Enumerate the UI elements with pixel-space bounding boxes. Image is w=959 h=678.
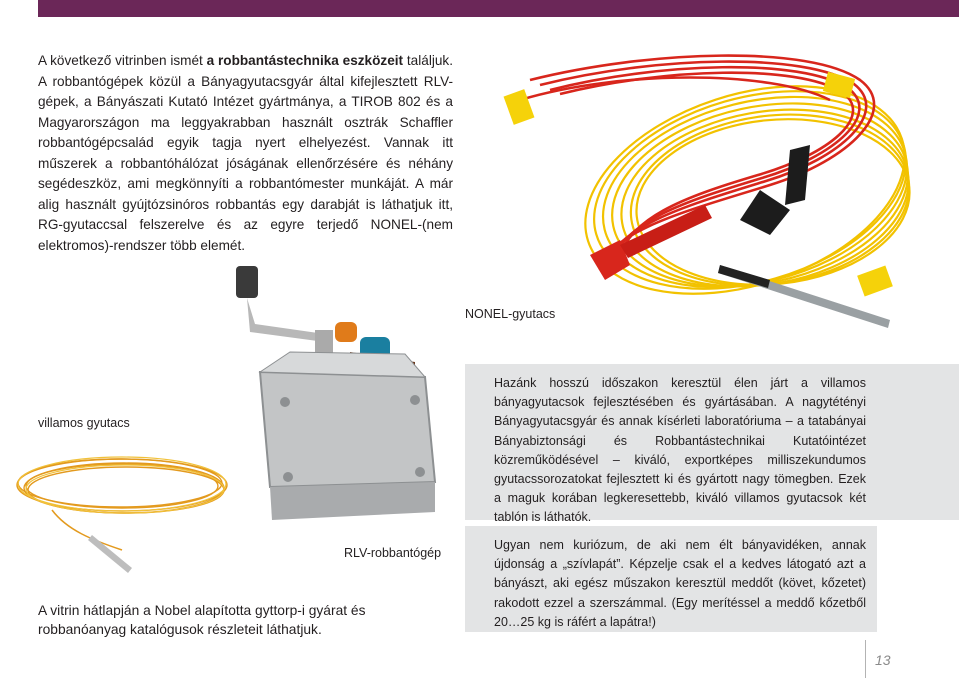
header-bar [38, 0, 959, 17]
rlv-machine-photo [230, 262, 460, 542]
page-number: 13 [875, 652, 891, 668]
electric-detonator-photo [12, 440, 232, 580]
caption-nonel: NONEL-gyutacs [465, 307, 556, 321]
page-number-divider [865, 640, 866, 678]
nonel-detonator-photo [470, 40, 930, 350]
machine-body [260, 372, 435, 487]
bottom-paragraph: A vitrin hátlapján a Nobel alapította gyttorp-i gyárat és robbanóanyag katalógusok részleteit láthatjuk. [38, 603, 366, 637]
caption-rlv: RLV-robbantógép [344, 546, 442, 560]
black-clip [740, 190, 790, 235]
tag-label [504, 89, 535, 125]
crank-handle [236, 266, 258, 298]
info-box-shovel-text: Ugyan nem kuriózum, de aki nem élt bányavidéken, annak újdonság a „szívlapát”. Képzelje csak el a kedves látogató azt a bányászt, aki egész műszakon keresztül meddőt (követ, kőzetet) rakodott ezzel a szerszámmal. (Egy merítéssel a meddő kőzetből 20…25 kg is ráfért a lapátra!) [494, 538, 866, 629]
intro-bold: a robbantástechnika eszközeit [206, 53, 404, 68]
info-box-detonators-text: Hazánk hosszú időszakon keresztül élen járt a villamos bányagyutacsok fejlesztésében és gyártásában. A nagytétényi Bányagyutacsgyár és annak kísérleti laboratóriuma – a tatabányai Bányabiztonsági és Robbantástechnikai Kutatóintézet közreműködésével – kiváló, exportképes milliszekundumos gyutacssorozatokat fejlesztett ki és gyártott nagy tömegben. Ezek a maguk korában legkeresettebb, kiváló villamos gyutacsok két tablón is láthatók. [494, 376, 866, 525]
detonator-tube [88, 535, 132, 573]
orange-knob [335, 322, 357, 342]
caption-villamos: villamos gyutacs [38, 416, 130, 430]
orange-wire-coil [17, 459, 227, 513]
intro-paragraph: A következő vitrinben ismét a robbantástechnika eszközeit találjuk. A robbantógépek közül a Bányagyutacsgyár által kifejlesztett RLV-gépek, a Bányászati Kutató Intézet gyártmánya, a TIROB 802 és a Magyarországon ma leggyakrabban használt osztrák Schaffler robbantógépcsalád egyik tagja nyert elhelyezést. Vannak itt műszerek a robbantóhálózat jóságának ellenőrzésére és néhány segédeszköz, ami megkönnyíti a robbantómester munkáját. A már alig használt gyújtózsinóros robbantás egy darabját is láthatjuk itt, RG-gyutaccsal felszerelve és az egyre terjedő NONEL-(nem elektromos)-rendszer több elemét. [38, 53, 453, 253]
